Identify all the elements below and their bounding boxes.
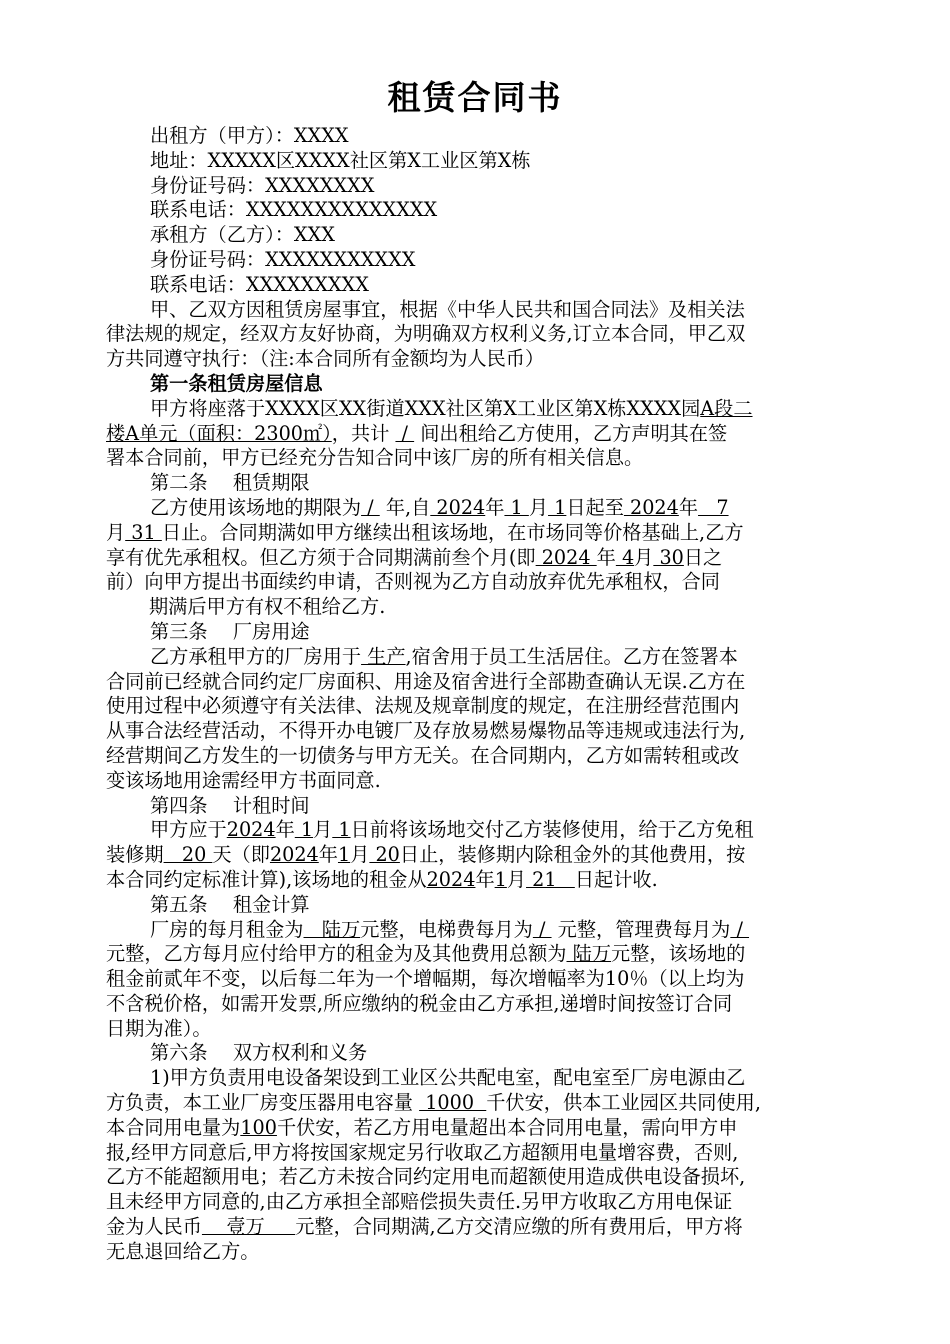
filled-blank: 1 (294, 818, 314, 842)
text-segment: 年 (678, 495, 699, 519)
filled-blank: 31 (125, 520, 162, 544)
text-segment: 日止。合同期满如甲方继续出租该场地，在市场同等价格基础上,乙方 (161, 520, 744, 544)
text-line (106, 273, 862, 298)
text-segment: 第四条 计租时间 (150, 793, 310, 817)
text-segment: 金为人民币 (106, 1215, 202, 1239)
text-segment: 且未经甲方同意的,由乙方承担全部赔偿损失责任.另甲方收取乙方用电保证 (106, 1190, 733, 1214)
text-line (106, 843, 862, 868)
text-line (106, 893, 862, 918)
text-segment: 署本合同前，甲方已经充分告知合同中该厂房的所有相关信息。 (106, 446, 644, 470)
text-segment: 经营期间乙方发生的一切债务与甲方无关。在合同期内，乙方如需转租或改 (106, 743, 740, 767)
text-segment: 月 (350, 843, 370, 867)
filled-blank: 楼A单元（面积：2300㎡） (106, 421, 332, 445)
text-line (106, 570, 862, 595)
filled-blank: 2024 (535, 545, 597, 569)
filled-blank: 陆万 (303, 917, 361, 941)
text-line (106, 1066, 862, 1091)
text-line (106, 198, 862, 223)
text-line (106, 471, 862, 496)
text-line (106, 694, 862, 719)
text-segment: 乙方不能超额用电；若乙方未按合同约定用电而超额使用造成供电设备损坏, (106, 1165, 746, 1189)
filled-blank: 2024 (269, 843, 319, 867)
text-segment: 千伏安，若乙方用电量超出本合同用电量，需向甲方申 (276, 1115, 738, 1139)
text-line (106, 1190, 862, 1215)
text-line (106, 372, 862, 397)
text-segment: 日止，装修期内除租金外的其他费用，按 (399, 843, 746, 867)
filled-blank: 2024 (623, 495, 679, 519)
text-segment: 乙方使用该场地的期限为 (150, 495, 362, 519)
filled-blank: 1 (332, 818, 351, 842)
filled-blank: 2024 (426, 867, 476, 891)
text-line (106, 719, 862, 744)
text-segment: 地址：XXXXX区XXXX社区第X工业区第X栋 (150, 148, 531, 172)
text-line (106, 347, 862, 372)
text-segment: 联系电话：XXXXXXXXXXXXXX (150, 198, 438, 222)
filled-blank: 生产 (361, 644, 406, 668)
filled-blank: 壹万 (201, 1215, 296, 1239)
text-line (106, 546, 862, 571)
text-segment: 日期为准）。 (106, 1016, 212, 1040)
text-segment: 身份证号码：XXXXXXXX (150, 173, 375, 197)
filled-blank: / (730, 917, 750, 941)
text-segment: 元整，乙方每月应付给甲方的租金为及其他费用总额为 (106, 942, 567, 966)
text-line (106, 1240, 862, 1265)
filled-blank: 4 (615, 545, 635, 569)
text-line (106, 1091, 862, 1116)
filled-blank: 20 (369, 843, 400, 867)
text-segment: 元整，该场地的 (610, 942, 746, 966)
text-line (106, 1041, 862, 1066)
text-segment: 装修期 (106, 843, 164, 867)
text-line (106, 769, 862, 794)
text-segment: 年 (485, 495, 505, 519)
text-segment: 使用过程中必须遵守有关法律、法规及规章制度的规定，在注册经营范围内 (106, 694, 740, 718)
text-segment: 租金前贰年不变，以后每二年为一个增幅期，每次增幅率为10％（以上均为 (106, 967, 745, 991)
text-line (106, 744, 862, 769)
text-line (106, 918, 862, 943)
text-line (106, 942, 862, 967)
text-line (106, 967, 862, 992)
text-segment: 元整，电梯费每月为 (360, 917, 533, 941)
text-segment: 前）向甲方提出书面续约申请，否则视为乙方自动放弃优先承租权，合同 (106, 570, 720, 594)
text-line (106, 1165, 862, 1190)
filled-blank: / (361, 495, 380, 519)
text-segment: 无息退回给乙方。 (106, 1239, 260, 1263)
text-segment: ，共计 (331, 421, 396, 445)
text-segment: 1)甲方负责用电设备架设到工业区公共配电室，配电室至厂房电源由乙 (150, 1066, 746, 1090)
filled-blank: / (532, 917, 552, 941)
text-line (106, 868, 862, 893)
text-segment: 日起计收. (574, 867, 658, 891)
text-segment: 月 (106, 520, 126, 544)
text-segment: 第三条 厂房用途 (150, 619, 310, 643)
text-line (106, 645, 862, 670)
text-segment: ,宿舍用于员工生活居住。乙方在签署本 (405, 644, 738, 668)
text-segment: 第二条 租赁期限 (150, 471, 310, 495)
text-segment: 律法规的规定，经双方友好协商，为明确双方权利义务,订立本合同，甲乙双 (106, 322, 746, 346)
filled-blank: 2024 (430, 495, 486, 519)
text-segment: 本合同用电量为 (106, 1115, 241, 1139)
text-segment: 月 (634, 545, 654, 569)
text-segment: 乙方承租甲方的厂房用于 (150, 644, 362, 668)
filled-blank: A段二 (700, 396, 753, 420)
text-segment: 甲方应于 (150, 818, 227, 842)
text-line (106, 422, 862, 447)
filled-blank: 1 (494, 867, 507, 891)
text-segment: 不含税价格，如需开发票,所应缴纳的税金由乙方承担,递增时间按签订合同 (106, 991, 733, 1015)
text-line (106, 223, 862, 248)
text-segment: 方负责，本工业厂房变压器用电容量 (106, 1091, 420, 1115)
text-line (106, 149, 862, 174)
text-line (106, 620, 862, 645)
filled-blank: / (395, 421, 415, 445)
text-segment: 千伏安，供本工业园区共同使用, (486, 1091, 761, 1115)
text-segment: 年,自 (379, 495, 431, 519)
text-segment: 第六条 双方权利和义务 (150, 1041, 368, 1065)
text-segment: 第一条租赁房屋信息 (150, 371, 323, 395)
text-segment: 联系电话：XXXXXXXXX (150, 272, 369, 296)
text-line (106, 794, 862, 819)
text-line (106, 248, 862, 273)
text-segment: 间出租给乙方使用，乙方声明其在签 (414, 421, 728, 445)
text-line (106, 1017, 862, 1042)
filled-blank: 7 (698, 495, 729, 519)
text-segment: 年 (318, 843, 338, 867)
text-segment: 年 (475, 867, 495, 891)
text-line (106, 174, 862, 199)
text-segment: 变该场地用途需经甲方书面同意. (106, 768, 381, 792)
text-segment: 合同前已经就合同约定厂房面积、用途及宿舍进行全部勘查确认无误.乙方在 (106, 669, 746, 693)
text-line (106, 322, 862, 347)
filled-blank: 1000 (419, 1091, 487, 1115)
text-segment: 身份证号码：XXXXXXXXXXX (150, 247, 416, 271)
text-line (106, 595, 862, 620)
text-segment: 本合同约定标准计算),该场地的租金从 (106, 867, 427, 891)
filled-blank: 30 (653, 545, 684, 569)
filled-blank: 100 (240, 1115, 277, 1139)
text-segment: 厂房的每月租金为 (150, 917, 304, 941)
text-line (106, 1116, 862, 1141)
document-body (106, 124, 862, 1265)
text-segment: 甲方将座落于XXXX区XX街道XXX社区第X工业区第X栋XXXX园 (150, 396, 701, 420)
text-line (106, 818, 862, 843)
text-line (106, 397, 862, 422)
text-segment: 报,经甲方同意后,甲方将按国家规定另行收取乙方超额用电量增容费，否则, (106, 1140, 739, 1164)
document-title: 租赁合同书 (387, 78, 563, 117)
filled-blank: 1 (337, 843, 351, 867)
text-segment: 出租方（甲方）：XXXX (150, 124, 349, 147)
text-segment: 期满后甲方有权不租给乙方. (149, 595, 386, 619)
text-line (106, 670, 862, 695)
text-segment: 第五条 租金计算 (150, 892, 310, 916)
text-segment: 年 (275, 818, 295, 842)
text-segment: 月 (528, 495, 549, 519)
text-segment: 承租方（乙方）：XXX (150, 223, 335, 247)
text-segment: 元整，管理费每月为 (551, 917, 731, 941)
text-line (106, 1215, 862, 1240)
text-segment: 月 (506, 867, 527, 891)
text-segment: 日前将该场地交付乙方装修使用，给于乙方免租 (350, 818, 754, 842)
text-segment: 日起至 (566, 495, 624, 519)
filled-blank: 20 (163, 843, 213, 867)
text-segment: 日之 (683, 545, 723, 569)
text-segment: 元整，合同期满,乙方交清应缴的所有费用后，甲方将 (295, 1215, 743, 1239)
filled-blank: 2024 (226, 818, 276, 842)
text-segment: 从事合法经营活动，不得开办电镀厂及存放易燃易爆物品等违规或违法行为, (106, 719, 746, 743)
filled-blank: 1 (504, 495, 529, 519)
text-segment: 年 (596, 545, 616, 569)
text-segment: 享有优先承租权。但乙方须于合同期满前叁个月(即 (106, 545, 536, 569)
text-segment: 方共同遵守执行：（注:本合同所有金额均为人民币） (106, 347, 545, 371)
text-segment: 甲、乙双方因租赁房屋事宜，根据《中华人民共和国合同法》及相关法 (150, 297, 745, 321)
text-segment: 月 (313, 818, 333, 842)
text-line (106, 521, 862, 546)
text-line (106, 1141, 862, 1166)
filled-blank: 陆万 (566, 942, 611, 966)
filled-blank: 1 (548, 495, 567, 519)
text-line (106, 496, 862, 521)
text-line (106, 446, 862, 471)
text-line (106, 992, 862, 1017)
text-line (106, 298, 862, 323)
filled-blank: 21 (526, 867, 575, 891)
text-line (106, 124, 862, 149)
text-segment: 天（即 (212, 843, 270, 867)
